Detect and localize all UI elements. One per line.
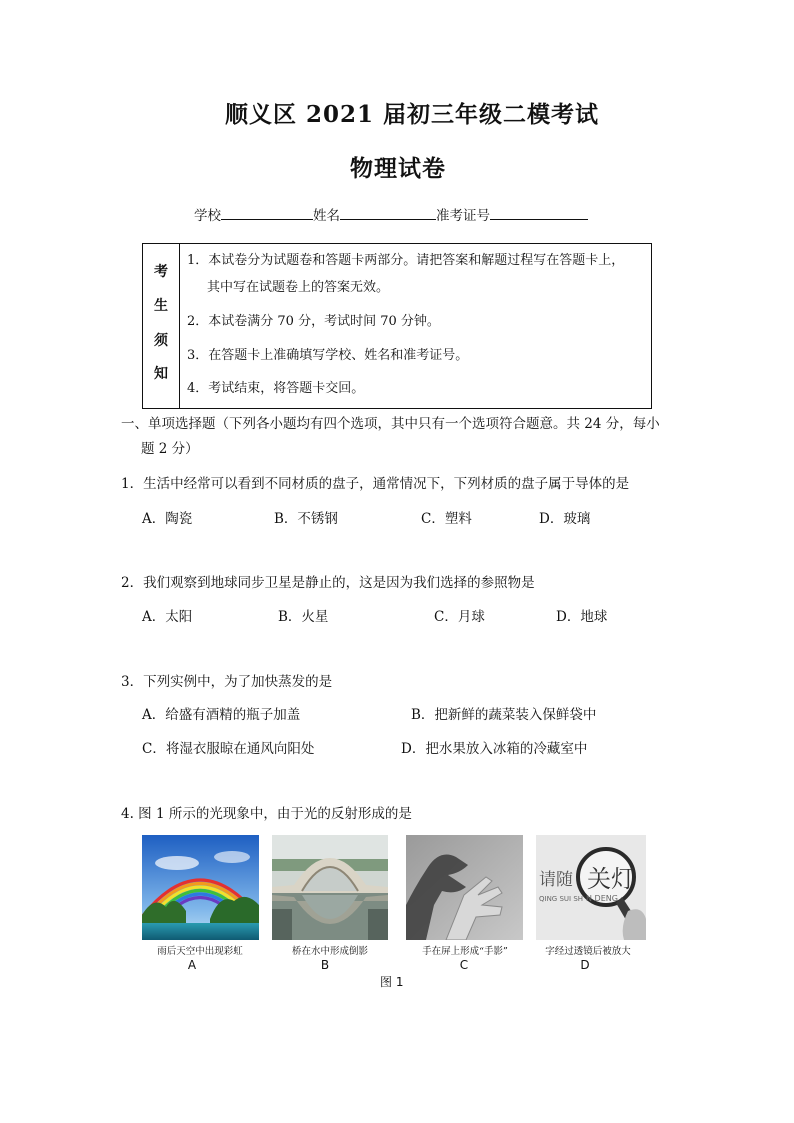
school-blank[interactable] xyxy=(221,205,313,220)
notice-heading-char: 考 xyxy=(154,264,168,280)
figure-caption: 雨后天空中出现彩虹 xyxy=(157,946,243,957)
school-label: 学校 xyxy=(194,208,221,224)
notice-box xyxy=(142,243,652,409)
question-stem: 1．生活中经常可以看到不同材质的盘子，通常情况下，下列材质的盘子属于导体的是 xyxy=(121,476,630,492)
figure-caption: 字经过透镜后被放大 xyxy=(545,946,631,957)
figure-caption: 桥在水中形成倒影 xyxy=(291,946,368,957)
figure-label: C xyxy=(459,958,469,972)
page-title: 顺义区 2021 届初三年级二模考试 xyxy=(225,101,600,128)
question-stem: 3．下列实例中，为了加快蒸发的是 xyxy=(121,674,333,690)
magnifier-photo-icon xyxy=(536,835,646,940)
photo-text: QING SUI SH xyxy=(539,895,584,903)
option-b[interactable]: B．火星 xyxy=(278,609,329,625)
notice-heading xyxy=(143,244,180,408)
option-d[interactable]: D．地球 xyxy=(556,609,608,625)
notice-heading-char: 知 xyxy=(154,366,168,382)
notice-item: 4．考试结束，将答题卡交回。 xyxy=(187,381,365,396)
option-a[interactable]: A．太阳 xyxy=(142,609,193,625)
figure-label: B xyxy=(320,958,330,972)
question-stem: 2．我们观察到地球同步卫星是静止的，这是因为我们选择的参照物是 xyxy=(121,575,535,591)
notice-item: 1．本试卷分为试题卷和答题卡两部分。请把答案和解题过程写在答题卡上， xyxy=(187,253,625,268)
notice-item-cont: 其中写在试题卷上的答案无效。 xyxy=(207,280,390,295)
page-subtitle: 物理试卷 xyxy=(350,155,446,182)
name-label: 姓名 xyxy=(313,208,340,224)
hand-shadow-photo-icon xyxy=(406,835,523,940)
option-c[interactable]: C．将湿衣服晾在通风向阳处 xyxy=(142,741,315,757)
notice-heading-char: 须 xyxy=(154,333,168,349)
figure-label: D xyxy=(580,958,590,972)
notice-item: 3．在答题卡上准确填写学校、姓名和准考证号。 xyxy=(187,348,469,363)
question-stem: 4. 图 1 所示的光现象中，由于光的反射形成的是 xyxy=(121,806,412,822)
option-a[interactable]: A．给盛有酒精的瓶子加盖 xyxy=(142,707,301,723)
option-c[interactable]: C．月球 xyxy=(434,609,485,625)
option-d[interactable]: D．玻璃 xyxy=(539,511,591,527)
option-a[interactable]: A．陶瓷 xyxy=(142,511,193,527)
section-heading: 一、单项选择题（下列各小题均有四个选项，其中只有一个选项符合题意。共 24 分，每小 xyxy=(121,416,660,432)
figure-label: A xyxy=(187,958,197,972)
figure-title: 图 1 xyxy=(380,975,404,989)
notice-item: 2．本试卷满分 70 分，考试时间 70 分钟。 xyxy=(187,314,440,329)
option-b[interactable]: B．不锈钢 xyxy=(274,511,338,527)
exam-no-label: 准考证号 xyxy=(436,208,490,224)
rainbow-photo-icon xyxy=(142,835,259,940)
photo-text: 关灯 xyxy=(587,865,635,893)
section-heading-cont: 题 2 分） xyxy=(141,441,199,457)
figure-caption: 手在屏上形成“手影” xyxy=(422,946,508,957)
option-d[interactable]: D．把水果放入冰箱的冷藏室中 xyxy=(401,741,588,757)
photo-text: N DENG xyxy=(586,894,618,903)
option-c[interactable]: C．塑料 xyxy=(421,511,472,527)
bridge-reflection-photo-icon xyxy=(272,835,388,940)
exam-no-blank[interactable] xyxy=(490,205,588,220)
name-blank[interactable] xyxy=(340,205,436,220)
photo-text: 请随 xyxy=(539,870,573,890)
notice-heading-char: 生 xyxy=(154,298,168,314)
info-row xyxy=(194,204,588,224)
option-b[interactable]: B．把新鲜的蔬菜装入保鲜袋中 xyxy=(411,707,597,723)
